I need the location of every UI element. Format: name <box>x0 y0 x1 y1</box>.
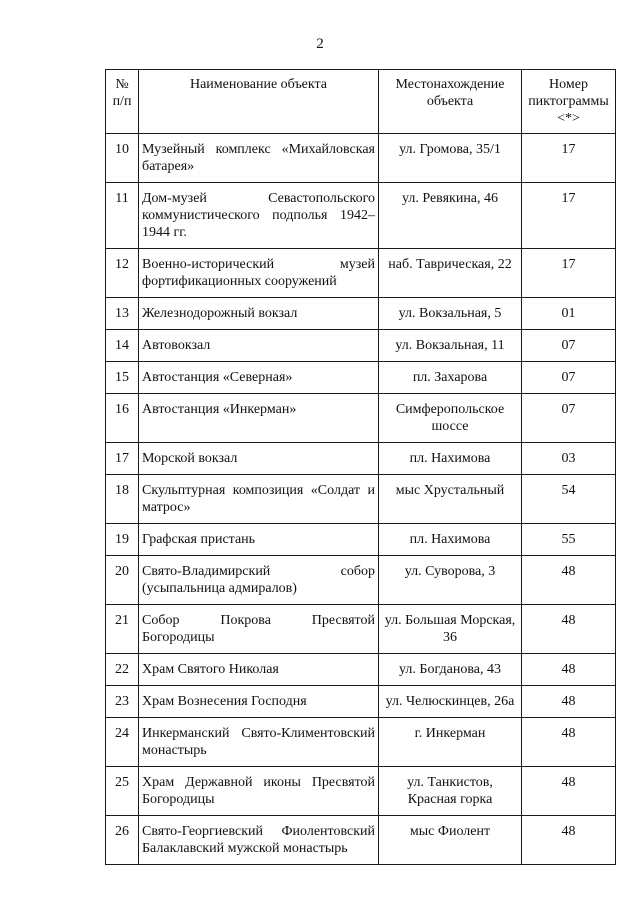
row-number: 21 <box>106 605 139 654</box>
table-row <box>106 686 616 718</box>
row-number: 25 <box>106 767 139 816</box>
object-name: Дом-музей Севастопольского коммунистического подполья 1942–1944 гг. <box>139 183 379 249</box>
row-number: 13 <box>106 298 139 330</box>
object-location: ул. Челюскинцев, 26а <box>379 686 522 718</box>
header-row <box>106 70 616 134</box>
table-row <box>106 249 616 298</box>
object-location: Симферопольское шоссе <box>379 394 522 443</box>
object-name: Военно-исторический музей фортификационных сооружений <box>139 249 379 298</box>
row-number: 26 <box>106 816 139 865</box>
row-number: 16 <box>106 394 139 443</box>
object-name: Морской вокзал <box>139 443 379 475</box>
pictogram-number: 17 <box>522 249 616 298</box>
pictogram-number: 48 <box>522 718 616 767</box>
pictogram-number: 48 <box>522 556 616 605</box>
object-name: Собор Покрова Пресвятой Богородицы <box>139 605 379 654</box>
object-location: ул. Ревякина, 46 <box>379 183 522 249</box>
object-location: г. Инкерман <box>379 718 522 767</box>
table-row <box>106 394 616 443</box>
row-number: 24 <box>106 718 139 767</box>
pictogram-number: 48 <box>522 654 616 686</box>
objects-table <box>105 69 616 865</box>
object-location: ул. Большая Морская, 36 <box>379 605 522 654</box>
table-row <box>106 298 616 330</box>
row-number: 17 <box>106 443 139 475</box>
object-name: Скульптурная композиция «Солдат и матрос» <box>139 475 379 524</box>
table-header <box>106 70 616 134</box>
header-number: № п/п <box>106 70 139 134</box>
object-location: ул. Танкистов, Красная горка <box>379 767 522 816</box>
row-number: 19 <box>106 524 139 556</box>
pictogram-number: 07 <box>522 330 616 362</box>
pictogram-number: 55 <box>522 524 616 556</box>
row-number: 10 <box>106 134 139 183</box>
row-number: 11 <box>106 183 139 249</box>
table-row <box>106 183 616 249</box>
object-name: Свято-Георгиевский Фиолентовский Балаклавский мужской монастырь <box>139 816 379 865</box>
table-row <box>106 816 616 865</box>
table-row <box>106 330 616 362</box>
object-name: Храм Святого Николая <box>139 654 379 686</box>
object-name: Автовокзал <box>139 330 379 362</box>
row-number: 22 <box>106 654 139 686</box>
pictogram-number: 48 <box>522 767 616 816</box>
table-row <box>106 654 616 686</box>
object-location: ул. Вокзальная, 11 <box>379 330 522 362</box>
object-name: Автостанция «Инкерман» <box>139 394 379 443</box>
page-number: 2 <box>316 36 324 52</box>
pictogram-number: 17 <box>522 183 616 249</box>
table-body <box>106 134 616 865</box>
pictogram-number: 07 <box>522 362 616 394</box>
row-number: 23 <box>106 686 139 718</box>
object-name: Свято-Владимирский собор (усыпальница адмиралов) <box>139 556 379 605</box>
pictogram-number: 01 <box>522 298 616 330</box>
table-row <box>106 767 616 816</box>
row-number: 20 <box>106 556 139 605</box>
table-row <box>106 362 616 394</box>
table-row <box>106 718 616 767</box>
table-row <box>106 134 616 183</box>
pictogram-number: 03 <box>522 443 616 475</box>
pictogram-number: 54 <box>522 475 616 524</box>
object-location: ул. Вокзальная, 5 <box>379 298 522 330</box>
object-name: Музейный комплекс «Михайловская батарея» <box>139 134 379 183</box>
pictogram-number: 48 <box>522 605 616 654</box>
pictogram-number: 17 <box>522 134 616 183</box>
row-number: 18 <box>106 475 139 524</box>
object-name: Автостанция «Северная» <box>139 362 379 394</box>
table-row <box>106 443 616 475</box>
header-location: Местонахождение объекта <box>379 70 522 134</box>
object-name: Храм Державной иконы Пресвятой Богородицы <box>139 767 379 816</box>
header-object-name: Наименование объекта <box>139 70 379 134</box>
header-pictogram-number: Номер пиктограммы <*> <box>522 70 616 134</box>
object-location: мыс Хрустальный <box>379 475 522 524</box>
pictogram-number: 07 <box>522 394 616 443</box>
object-location: пл. Нахимова <box>379 524 522 556</box>
object-name: Графская пристань <box>139 524 379 556</box>
object-location: пл. Захарова <box>379 362 522 394</box>
table-row <box>106 524 616 556</box>
object-name: Храм Вознесения Господня <box>139 686 379 718</box>
object-name: Железнодорожный вокзал <box>139 298 379 330</box>
row-number: 12 <box>106 249 139 298</box>
object-location: ул. Богданова, 43 <box>379 654 522 686</box>
object-location: мыс Фиолент <box>379 816 522 865</box>
pictogram-number: 48 <box>522 816 616 865</box>
row-number: 15 <box>106 362 139 394</box>
object-location: ул. Громова, 35/1 <box>379 134 522 183</box>
object-name: Инкерманский Свято-Климентовский монастырь <box>139 718 379 767</box>
pictogram-number: 48 <box>522 686 616 718</box>
table-row <box>106 475 616 524</box>
table-row <box>106 556 616 605</box>
object-location: пл. Нахимова <box>379 443 522 475</box>
row-number: 14 <box>106 330 139 362</box>
table-row <box>106 605 616 654</box>
object-location: ул. Суворова, 3 <box>379 556 522 605</box>
object-location: наб. Таврическая, 22 <box>379 249 522 298</box>
